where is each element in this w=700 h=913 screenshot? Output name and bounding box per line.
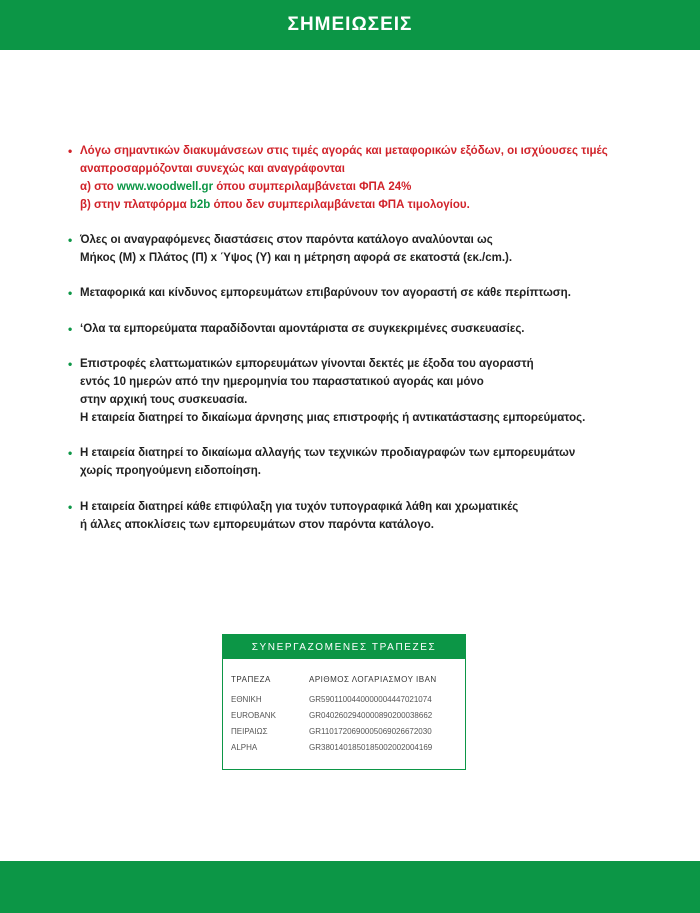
note-line: χωρίς προηγούμενη ειδοποίηση. [80,465,261,477]
note-specifications [68,444,668,480]
bank-name: ΕΘΝΙΚΗ [231,695,262,704]
note-line: Μήκος (Μ) x Πλάτος (Π) x Ύψος (Υ) και η μέτρηση αφορά σε εκατοστά (εκ./cm.). [80,252,513,264]
bank-iban: GR1101720690005069026672030 [309,727,432,736]
note-dimensions [68,231,668,267]
column-header-iban: ΑΡΙΘΜΟΣ ΛΟΓΑΡΙΑΣΜΟΥ ΙΒΑΝ [309,675,437,684]
note-text: όπου συμπεριλαμβάνεται ΦΠΑ 24% [213,181,412,193]
table-header-row [231,675,437,695]
column-header-bank: ΤΡΑΠΕΖΑ [231,675,271,684]
note-assembly [68,320,668,338]
bullet-icon: • [68,446,73,460]
note-text: β) στην πλατφόρμα [80,199,190,211]
note-shipping [68,284,668,302]
bullet-icon: • [68,357,73,371]
bullet-icon: • [68,144,73,158]
table-row [231,727,437,743]
note-line: εντός 10 ημερών από την ημερομηνία του παραστατικού αγοράς και μόνο [80,376,484,388]
bullet-icon: • [68,500,73,514]
table-row [231,711,437,727]
note-disclaimer [68,498,668,534]
table-row [231,695,437,711]
partner-banks-box [222,634,466,770]
bank-iban: GR3801401850185002002004169 [309,743,433,752]
bullet-icon: • [68,233,73,247]
note-line: Η εταιρεία διατηρεί το δικαίωμα άρνησης μιας επιστροφής ή αντικατάστασης εμπορεύματος. [80,412,586,424]
note-pricing [68,142,668,214]
bank-accounts-table [231,675,437,759]
note-returns [68,355,668,427]
partner-banks-title: ΣΥΝΕΡΓΑΖΟΜΕΝΕΣ ΤΡΑΠΕΖΕΣ [223,635,465,659]
note-line: ή άλλες αποκλίσεις των εμπορευμάτων στον παρόντα κατάλογο. [80,519,434,531]
note-line: Μεταφορικά και κίνδυνος εμπορευμάτων επιβαρύνουν τον αγοραστή σε κάθε περίπτωση. [80,287,571,299]
note-line: Όλες οι αναγραφόμενες διαστάσεις στον παρόντα κατάλογο αναλύονται ως [80,234,493,246]
note-text: όπου δεν συμπεριλαμβάνεται ΦΠΑ τιμολογίου. [210,199,470,211]
note-line: στην αρχική τους συσκευασία. [80,394,248,406]
note-line: ‘Ολα τα εμπορεύματα παραδίδονται αμοντάριστα σε συγκεκριμένες συσκευασίες. [80,323,525,335]
bullet-icon: • [68,322,73,336]
note-line [80,178,668,196]
note-line: Επιστροφές ελαττωματικών εμπορευμάτων γίνονται δεκτές με έξοδα του αγοραστή [80,358,534,370]
table-row [231,743,437,759]
bank-name: EUROBANK [231,711,276,720]
bullet-icon: • [68,286,73,300]
note-line: Η εταιρεία διατηρεί το δικαίωμα αλλαγής των τεχνικών προδιαγραφών των εμπορευμάτων [80,447,576,459]
bank-iban: GR5901100440000004447021074 [309,695,432,704]
note-line: Λόγω σημαντικών διακυμάνσεων στις τιμές αγοράς και μεταφορικών εξόδων, οι ισχύουσες τιμές [80,145,608,157]
bank-name: ΠΕΙΡΑΙΩΣ [231,727,268,736]
note-line [80,196,668,214]
page-header [0,0,700,50]
note-line: Η εταιρεία διατηρεί κάθε επιφύλαξη για τυχόν τυπογραφικά λάθη και χρωματικές [80,501,519,513]
bank-iban: GR0402602940000890200038662 [309,711,433,720]
page-title: ΣΗΜΕΙΩΣΕΙΣ [287,14,413,35]
b2b-link[interactable]: b2b [189,199,211,211]
bank-name: ALPHA [231,743,258,752]
website-link[interactable]: www.woodwell.gr [117,181,214,193]
page-footer [0,861,700,913]
note-line: αναπροσαρμόζονται συνεχώς και αναγράφονται [80,163,345,175]
note-text: α) στο [80,181,117,193]
